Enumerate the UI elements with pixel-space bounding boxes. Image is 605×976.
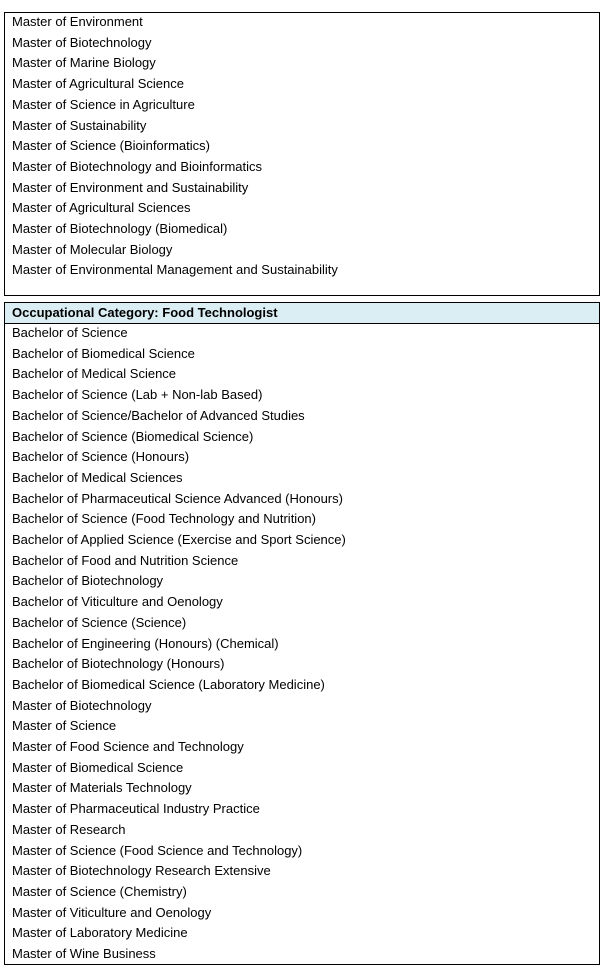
list-item: Bachelor of Biomedical Science [12,345,195,361]
list-item: Bachelor of Engineering (Honours) (Chemical) [12,635,279,651]
list-item: Master of Biotechnology [12,697,152,713]
list-item: Bachelor of Biotechnology (Honours) [12,656,225,672]
list-item: Bachelor of Food and Nutrition Science [12,552,239,568]
list-item: Bachelor of Medical Science [12,366,177,382]
list-item: Master of Agricultural Sciences [12,200,191,216]
list-item: Master of Science (Chemistry) [12,883,187,899]
list-item: Bachelor of Medical Sciences [12,469,183,485]
list-item: Bachelor of Science (Lab + Non-lab Based) [12,387,263,403]
list-item: Master of Science in Agriculture [12,96,195,112]
list-item: Bachelor of Science [12,325,128,340]
list-item: Bachelor of Pharmaceutical Science Advanced (Honours) [12,490,343,506]
list-item: Master of Science (Bioinformatics) [12,138,210,154]
list-item: Bachelor of Viticulture and Oenology [12,594,223,610]
list-item: Master of Molecular Biology [12,241,173,257]
list-item: Master of Sustainability [12,117,147,133]
list-item: Master of Biotechnology Research Extensive [12,863,271,879]
list-item: Master of Biomedical Science [12,759,184,775]
list-item: Master of Pharmaceutical Industry Practice [12,801,260,817]
list-item: Master of Viticulture and Oenology [12,904,212,920]
list-item: Master of Environmental Management and Sustainability [12,262,338,278]
list-item: Bachelor of Science (Honours) [12,449,190,465]
list-item: Master of Marine Biology [12,55,156,71]
list-item: Bachelor of Science/Bachelor of Advanced Studies [12,407,305,423]
list-item: Master of Materials Technology [12,780,192,796]
list-item: Master of Agricultural Science [12,76,184,92]
list-item: Master of Biotechnology [12,34,152,50]
list-item: Bachelor of Applied Science (Exercise and Sport Science) [12,532,346,547]
list-item: Bachelor of Science (Science) [12,614,187,630]
list-item: Master of Research [12,821,126,837]
list-item: Master of Environment and Sustainability [12,179,249,195]
food-technologist-qualifications-list [4,323,600,965]
list-item: Master of Laboratory Medicine [12,925,188,941]
list-item: Master of Food Science and Technology [12,739,244,754]
list-item: Master of Environment [12,14,143,29]
category-header-row [4,302,600,324]
list-item: Master of Wine Business [12,946,156,961]
list-item: Master of Science [12,718,117,734]
list-item: Master of Biotechnology (Biomedical) [12,221,228,236]
list-item: Bachelor of Biomedical Science (Laboratory Medicine) [12,676,325,692]
list-item: Bachelor of Science (Biomedical Science) [12,428,254,444]
category-header: Occupational Category: Food Technologist [12,305,278,320]
list-item: Bachelor of Biotechnology [12,573,164,589]
qualifications-list-continued [4,12,600,296]
list-item: Master of Science (Food Science and Technology) [12,842,303,858]
list-item: Bachelor of Science (Food Technology and Nutrition) [12,511,316,527]
list-item: Master of Biotechnology and Bioinformatics [12,158,263,174]
